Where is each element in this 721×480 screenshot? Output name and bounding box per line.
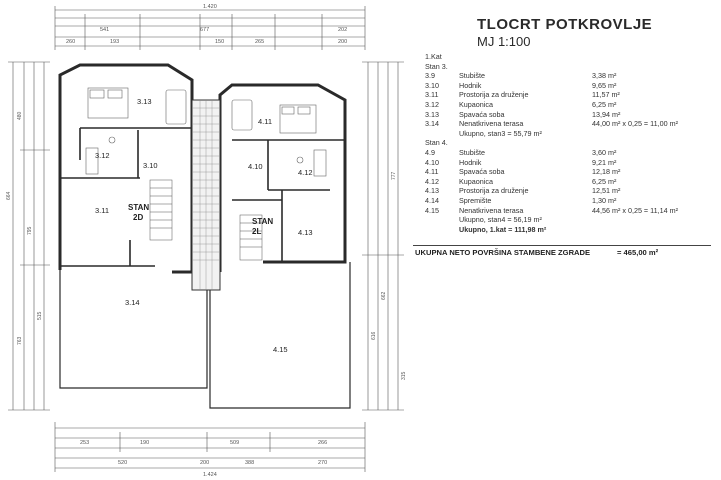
legend-apt4-header: Stan 4. [425,138,448,148]
room-label-3-14: 3.14 [125,298,140,307]
legend-apt3-header: Stan 3. [425,61,448,71]
bottom-row2-dim: 190 [140,440,150,446]
legend-row: 4.10 Hodnik 9,21 m² [425,157,617,167]
drawing-scale: MJ 1:100 [477,34,531,49]
legend-floor-header: 1.Kat [425,52,442,61]
room-label-3-12: 3.12 [95,151,110,160]
bottom-row3-dim: 388 [245,460,255,466]
bottom-dimension-labels [80,440,327,478]
top-row3-dim: 265 [255,39,265,45]
right-dim: 662 [381,291,387,300]
room-label-3-11: 3.11 [95,206,110,215]
grand-total-label: UKUPNA NETO POVRŠINA STAMBENE ZGRADE [415,248,591,257]
bottom-row2-dim: 509 [230,440,240,446]
top-row3-dim: 150 [215,39,225,45]
room-label-4-10: 4.10 [248,162,263,171]
legend-row: 3.14 Nenatkrivena terasa 44,00 m² x 0,25 = 11,00 m² [425,119,678,129]
legend-row: 3.12 Kupaonica 6,25 m² [425,99,617,109]
bottom-row3-dim: 270 [318,460,328,466]
left-dim: 515 [37,311,43,320]
legend-row: 3.11 Prostorija za druženje 11,57 m² [425,90,620,100]
toilet-icon [297,157,303,163]
top-mid-dim: 541 [100,27,110,33]
right-dim: 777 [391,171,397,180]
legend-apt3-total: Ukupno, stan3 = 55,79 m² [459,128,542,138]
legend-row: 4.9 Stubište 3,60 m² [425,147,617,157]
left-dimension-labels [6,111,43,345]
top-overall-dim: 1.420 [203,4,217,10]
top-row3-dim: 193 [110,39,120,45]
legend-row: 4.13 Prostorija za druženje 12,51 m² [425,186,621,196]
stan-2l-label: STAN [252,217,274,226]
bottom-row3-dim: 200 [200,460,210,466]
top-mid-dim: 202 [338,27,348,33]
toilet-icon [109,137,115,143]
room-label-4-12: 4.12 [298,168,313,177]
left-dim: 795 [27,226,33,235]
area-legend [421,52,711,234]
legend-row: 4.12 Kupaonica 6,25 m² [425,176,617,186]
grand-total-value: = 465,00 m² [617,248,659,257]
total-divider [413,245,711,246]
drawing-title: TLOCRT POTKROVLJE [477,16,653,33]
room-label-3-13: 3.13 [137,97,152,106]
bathtub-icon [314,150,326,176]
room-label-4-15: 4.15 [273,345,288,354]
bottom-row2-dim: 266 [318,440,328,446]
room-label-4-11: 4.11 [258,117,273,126]
right-dim: 315 [401,371,407,380]
stan-2l-label: 2L [252,227,262,236]
legend-apt4-total: Ukupno, stan4 = 56,19 m² [459,215,542,225]
bottom-row2-dim: 253 [80,440,90,446]
bottom-row3-dim: 520 [118,460,128,466]
legend-row: 3.13 Spavaća soba 13,94 m² [425,109,621,119]
room-label-4-13: 4.13 [298,228,313,237]
right-dim: 616 [371,331,377,340]
legend-row: 3.9 Stubište 3,38 m² [425,71,617,81]
left-dim: 480 [17,111,23,120]
left-dim: 763 [17,336,23,345]
room-label-3-10: 3.10 [143,161,158,170]
left-dimension-lines [8,62,50,410]
top-mid-dim: 677 [200,27,210,33]
stan-2d-label: STAN [128,203,150,212]
legend-floor-total: Ukupno, 1.kat = 111,98 m² [459,224,547,234]
left-dim: 664 [6,191,12,200]
legend-row: 4.14 Spremište 1,30 m² [425,195,617,205]
right-dimension-lines [362,62,404,410]
bottom-overall-dim: 1.424 [203,472,217,478]
top-row3-dim: 260 [66,39,76,45]
top-row3-dim: 200 [338,39,348,45]
stan-2d-label: 2D [133,213,144,222]
legend-row: 4.11 Spavaća soba 12,18 m² [425,167,621,177]
legend-row: 3.10 Hodnik 9,65 m² [425,80,617,90]
legend-row: 4.15 Nenatkrivena terasa 44,56 m² x 0,25 = 11,14 m² [425,205,678,215]
stair-core-hatch [192,100,220,290]
right-dimension-labels [371,171,407,380]
